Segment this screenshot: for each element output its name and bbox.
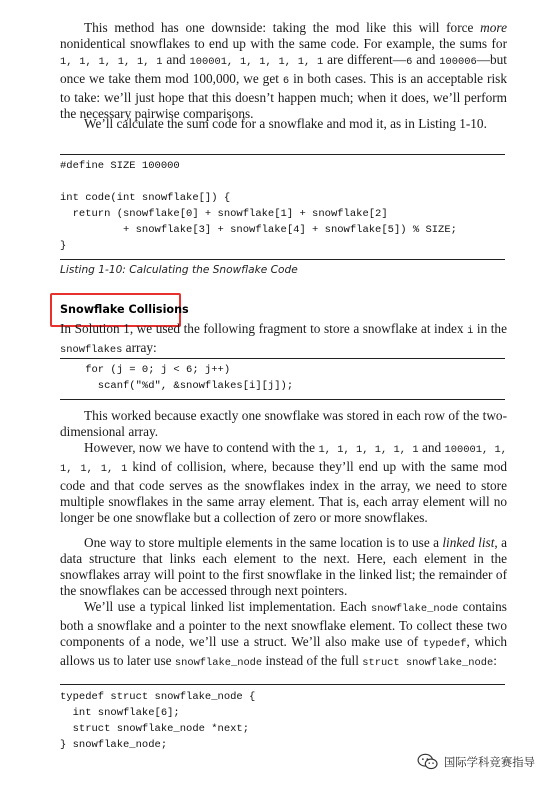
paragraph-linked-list: One way to store multiple elements in the same location is to use a linked list, a data structure that links each element to the next. Here, each element in the snowflakes array will point to the first snowflake in the linked list; the remainder of the snowflakes can be accessed through next pointers. [60,535,507,598]
watermark [417,753,535,771]
fragment-bottom-rule [60,399,505,400]
listing-bottom-rule [60,259,505,260]
paragraph-implementation: We’ll use a typical linked list implementation. Each snowflake_node contains both a snowflake and a pointer to the next snowflake element. To collect these two components of a node, we’ll use a struct. We’ll also make use of typedef, which allows us to later use snowflake_node instead of the full struct snowflake_node: [60,599,507,669]
paragraph-solution1: In Solution 1, we used the following fragment to store a snowflake at index i in the snowflakes array: [60,321,507,356]
paragraph-sum-code: We’ll calculate the sum code for a snowflake and mod it, as in Listing 1-10. [84,116,487,131]
struct-code-block: typedef struct snowflake_node { int snowflake[6]; struct snowflake_node *next; } snowflake_node; [60,691,256,751]
watermark-label: 国际学科竞赛指导 [443,755,535,769]
listing-code-block: #define SIZE 100000 int code(int snowflake[]) { return (snowflake[0] + snowflake[1] + snowflake[2] + snowflake[3] + snowflake[4] + snowflake[5]) % SIZE; } [60,160,457,252]
paragraph-however: However, now we have to contend with the 1, 1, 1, 1, 1, 1 and 100001, 1, 1, 1, 1, 1 kind of collision, where, because they’ll end up with the same mod code and that code serves as the snowflakes index in the array, we need to store multiple snowflakes in the same array element. That is, each array element will no longer be one snowflake but a collection of zero or more snowflakes. [60,440,507,525]
wechat-icon [417,753,439,771]
fragment-code-block: for (j = 0; j < 6; j++) scanf("%d", &snowflakes[i][j]); [85,364,294,392]
listing-top-rule [60,154,505,155]
paragraph-this-worked: This worked because exactly one snowflake was stored in each row of the two-dimensional array. [60,408,507,439]
fragment-top-rule [60,358,505,359]
listing-caption: Listing 1-10: Calculating the Snowflake Code [60,264,298,276]
paragraph-downside: This method has one downside: taking the mod like this will force more nonidentical snowflakes to end up with the same code. For example, the sums for 1, 1, 1, 1, 1, 1 and 100001, 1, 1, 1, 1, 1 are different—6 and 100006—but once we take them mod 100,000, we get 6 in both cases. This is an acceptable risk to take: we’ll just hope that this doesn’t happen much; when it does, we’ll perform the necessary pairwise comparisons. [60,20,507,121]
struct-top-rule [60,684,505,685]
section-heading: Snowflake Collisions [60,303,189,316]
